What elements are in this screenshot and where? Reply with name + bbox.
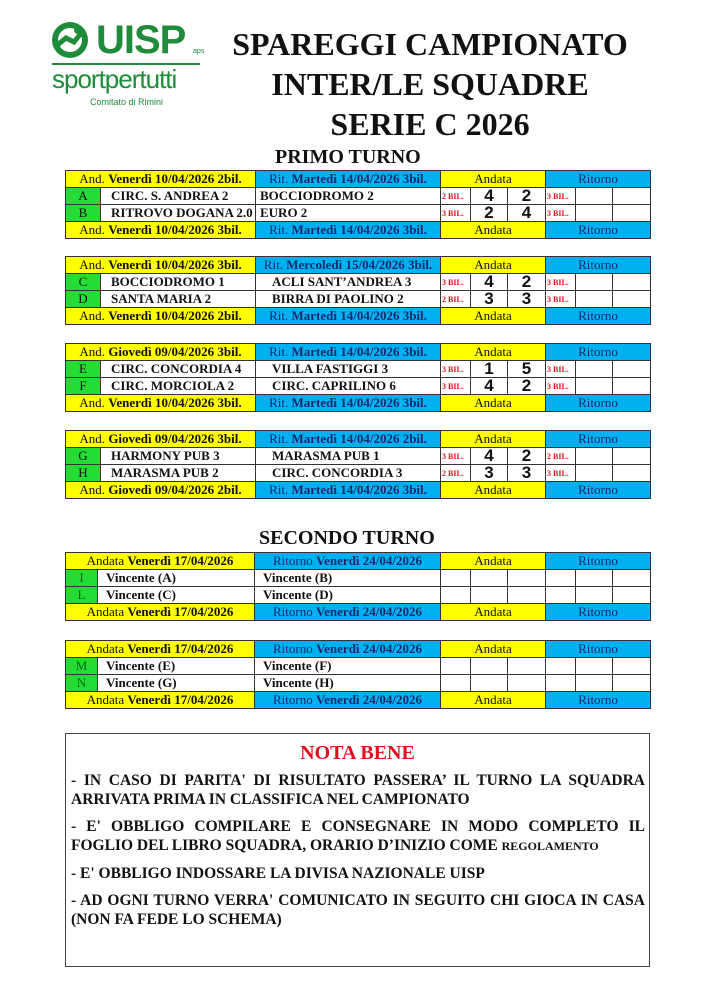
block-bottom-row: [66, 308, 651, 325]
andata-date: Venerdì 10/04/2026 2bil.: [108, 308, 242, 323]
andata-bil-input[interactable]: [441, 658, 471, 675]
andata-date-cell: [66, 222, 256, 239]
andata-date: Venerdì 10/04/2026 3bil.: [108, 395, 242, 410]
ritorno-bil: 3 BIL.: [546, 291, 576, 308]
andata-date-cell: [66, 171, 256, 188]
ritorno-date: Venerdì 24/04/2026: [315, 553, 423, 568]
ritorno-date-cell: [255, 604, 441, 621]
score-home-input[interactable]: [471, 675, 508, 692]
andata-bil-input[interactable]: [441, 587, 471, 604]
match-row: [66, 587, 651, 604]
logo-committee: Comitato di Rimini: [90, 97, 164, 107]
ritorno-bil-input[interactable]: [546, 675, 576, 692]
nota-item-text: - E' OBBLIGO INDOSSARE LA DIVISA NAZIONALE UISP: [71, 865, 485, 882]
logo-tagline: sportpertutti: [52, 64, 177, 94]
ritorno-prefix: Rit.: [269, 171, 289, 186]
block-bottom-row: [66, 395, 651, 412]
andata-prefix: And.: [79, 395, 105, 410]
ritorno-bil: 2 BIL.: [546, 448, 576, 465]
ritorno-score-away-input[interactable]: [613, 570, 651, 587]
andata-date: Venerdì 17/04/2026: [127, 604, 234, 619]
ritorno-bil: 3 BIL.: [546, 361, 576, 378]
match-row: [66, 361, 651, 378]
away-team: Vincente (B): [255, 570, 441, 587]
andata-prefix: And.: [79, 171, 105, 186]
ritorno-header: Ritorno: [546, 308, 651, 325]
ritorno-date-cell: [256, 257, 441, 274]
andata-bil-input[interactable]: [441, 570, 471, 587]
ritorno-header: Ritorno: [546, 482, 651, 499]
ritorno-date: Martedì 14/04/2026 3bil.: [291, 344, 427, 359]
match-letter: B: [66, 205, 101, 222]
andata-date: Venerdì 17/04/2026: [127, 692, 234, 707]
ritorno-score-home-input[interactable]: [576, 465, 613, 482]
away-team: CIRC. CAPRILINO 6: [256, 378, 441, 395]
match-letter: H: [66, 465, 101, 482]
ritorno-bil: 3 BIL.: [546, 205, 576, 222]
match-row: [66, 188, 651, 205]
ritorno-bil-input[interactable]: [546, 587, 576, 604]
andata-bil: 2 BIL.: [441, 291, 471, 308]
block-top-row: [66, 431, 651, 448]
match-row: [66, 675, 651, 692]
andata-bil: 3 BIL.: [441, 274, 471, 291]
ritorno-date: Martedì 14/04/2026 3bil.: [291, 395, 427, 410]
home-team: Vincente (G): [98, 675, 255, 692]
ritorno-score-away-input[interactable]: [613, 291, 651, 308]
ritorno-prefix: Rit.: [269, 482, 289, 497]
ritorno-score-away-input[interactable]: [613, 378, 651, 395]
andata-date-cell: [66, 553, 255, 570]
andata-bil: 2 BIL.: [441, 188, 471, 205]
andata-date: Venerdì 10/04/2026 3bil.: [108, 222, 242, 237]
andata-header: Andata: [441, 395, 546, 412]
primo-turno-block: [65, 170, 651, 239]
ritorno-score-home-input[interactable]: [576, 675, 613, 692]
score-home-input[interactable]: 4: [471, 274, 508, 291]
andata-date: Venerdì 17/04/2026: [127, 641, 234, 656]
ritorno-prefix: Ritorno: [272, 692, 313, 707]
andata-date-cell: [66, 308, 256, 325]
away-team: Vincente (F): [255, 658, 441, 675]
block-header-row: [66, 604, 651, 621]
andata-bil: 3 BIL.: [441, 205, 471, 222]
match-letter: M: [66, 658, 98, 675]
andata-header: Andata: [441, 171, 546, 188]
nota-bene-box: [65, 733, 650, 967]
block-header-row: [66, 692, 651, 709]
ritorno-header: Ritorno: [546, 692, 651, 709]
ritorno-prefix: Rit.: [269, 344, 289, 359]
ritorno-date: Martedì 14/04/2026 2bil.: [291, 431, 427, 446]
nota-item: [71, 864, 645, 883]
andata-date-cell: [66, 395, 256, 412]
block-header-row: [66, 553, 651, 570]
secondo-turno-block: [65, 552, 651, 621]
ritorno-date-cell: [256, 171, 441, 188]
away-team: BOCCIODROMO 2: [256, 188, 441, 205]
match-letter: L: [66, 587, 98, 604]
score-away-input[interactable]: [508, 587, 546, 604]
ritorno-date: Martedì 14/04/2026 3bil.: [291, 482, 427, 497]
ritorno-date-cell: [256, 344, 441, 361]
ritorno-prefix: Ritorno: [272, 641, 313, 656]
match-row: [66, 448, 651, 465]
score-away-input[interactable]: [508, 570, 546, 587]
ritorno-date-cell: [256, 482, 441, 499]
ritorno-date: Mercoledì 15/04/2026 3bil.: [286, 257, 433, 272]
match-letter: I: [66, 570, 98, 587]
andata-prefix: Andata: [86, 553, 125, 568]
andata-header: Andata: [441, 692, 546, 709]
title-line-3: SERIE C 2026: [330, 106, 530, 142]
score-home-input[interactable]: 1: [471, 361, 508, 378]
away-team: ACLI SANT’ANDREA 3: [256, 274, 441, 291]
score-away-input[interactable]: 2: [508, 274, 546, 291]
score-home-input[interactable]: 4: [471, 448, 508, 465]
nota-item-text: - IN CASO DI PARITA' DI RISULTATO PASSERA’ IL TURNO LA SQUADRA ARRIVATA PRIMA IN CLASSIFICA NEL CAMPIONATO: [71, 772, 645, 808]
match-row: [66, 291, 651, 308]
score-home-input[interactable]: [471, 570, 508, 587]
logo-brand: UISP: [96, 18, 186, 62]
home-team: BOCCIODROMO 1: [101, 274, 256, 291]
andata-header: Andata: [441, 344, 546, 361]
ritorno-score-home-input[interactable]: [576, 291, 613, 308]
ritorno-date-cell: [256, 431, 441, 448]
match-letter: G: [66, 448, 101, 465]
block-top-row: [66, 344, 651, 361]
andata-prefix: Andata: [86, 692, 125, 707]
ritorno-prefix: Rit.: [269, 395, 289, 410]
andata-date: Giovedì 09/04/2026 2bil.: [108, 482, 242, 497]
match-row: [66, 378, 651, 395]
score-away-input[interactable]: 3: [508, 291, 546, 308]
ritorno-score-away-input[interactable]: [613, 361, 651, 378]
score-home-input[interactable]: 4: [471, 188, 508, 205]
home-team: Vincente (A): [98, 570, 255, 587]
andata-bil-input[interactable]: [441, 675, 471, 692]
home-team: RITROVO DOGANA 2.0: [101, 205, 256, 222]
nota-item-text: - AD OGNI TURNO VERRA' COMUNICATO IN SEGUITO CHI GIOCA IN CASA (NON FA FEDE LO SCHEMA): [71, 892, 645, 928]
away-team: BIRRA DI PAOLINO 2: [256, 291, 441, 308]
primo-turno-block: [65, 343, 651, 412]
ritorno-date-cell: [255, 641, 441, 658]
andata-date: Venerdì 17/04/2026: [127, 553, 234, 568]
nota-bene-heading: NOTA BENE: [300, 742, 415, 764]
home-team: Vincente (C): [98, 587, 255, 604]
ritorno-score-home-input[interactable]: [576, 361, 613, 378]
primo-turno-block: [65, 430, 651, 499]
andata-prefix: Andata: [86, 641, 125, 656]
andata-date-cell: [66, 431, 256, 448]
ritorno-bil: 3 BIL.: [546, 465, 576, 482]
ritorno-prefix: Ritorno: [272, 604, 313, 619]
away-team: MARASMA PUB 1: [256, 448, 441, 465]
ritorno-header: Ritorno: [546, 553, 651, 570]
andata-date-cell: [66, 641, 255, 658]
ritorno-header: Ritorno: [546, 641, 651, 658]
andata-header: Andata: [441, 257, 546, 274]
secondo-turno-block: [65, 640, 651, 709]
match-row: [66, 274, 651, 291]
ritorno-score-away-input[interactable]: [613, 675, 651, 692]
andata-bil: 3 BIL.: [441, 361, 471, 378]
ritorno-date: Venerdì 24/04/2026: [315, 604, 423, 619]
ritorno-header: Ritorno: [546, 257, 651, 274]
ritorno-score-home-input[interactable]: [576, 188, 613, 205]
away-team: VILLA FASTIGGI 3: [256, 361, 441, 378]
away-team: Vincente (D): [255, 587, 441, 604]
andata-date-cell: [66, 257, 256, 274]
ritorno-score-away-input[interactable]: [613, 448, 651, 465]
ritorno-score-home-input[interactable]: [576, 205, 613, 222]
title-line-1: SPAREGGI CAMPIONATO: [232, 26, 628, 62]
ritorno-date: Venerdì 24/04/2026: [315, 692, 423, 707]
score-away-input[interactable]: 5: [508, 361, 546, 378]
andata-prefix: And.: [79, 308, 105, 323]
ritorno-score-away-input[interactable]: [613, 587, 651, 604]
andata-prefix: Andata: [86, 604, 125, 619]
nota-item-text: - E' OBBLIGO COMPILARE E CONSEGNARE IN MODO COMPLETO IL FOGLIO DEL LIBRO SQUADRA, ORARIO D’INIZIO COME: [71, 818, 645, 854]
uisp-logo: [48, 16, 208, 116]
ritorno-score-home-input[interactable]: [576, 570, 613, 587]
andata-header: Andata: [441, 604, 546, 621]
block-bottom-row: [66, 482, 651, 499]
home-team: CIRC. S. ANDREA 2: [101, 188, 256, 205]
ritorno-header: Ritorno: [546, 604, 651, 621]
away-team: EURO 2: [256, 205, 441, 222]
match-letter: A: [66, 188, 101, 205]
ritorno-score-away-input[interactable]: [613, 274, 651, 291]
ritorno-date-cell: [256, 222, 441, 239]
score-away-input[interactable]: 2: [508, 448, 546, 465]
ritorno-header: Ritorno: [546, 395, 651, 412]
andata-header: Andata: [441, 482, 546, 499]
score-home-input[interactable]: 2: [471, 205, 508, 222]
nota-item: [71, 891, 645, 929]
ritorno-score-home-input[interactable]: [576, 274, 613, 291]
match-row: [66, 570, 651, 587]
ritorno-date-cell: [255, 553, 441, 570]
andata-bil: 3 BIL.: [441, 378, 471, 395]
score-home-input[interactable]: 4: [471, 378, 508, 395]
page-title: [200, 24, 660, 144]
score-away-input[interactable]: 2: [508, 188, 546, 205]
ritorno-header: Ritorno: [546, 344, 651, 361]
score-home-input[interactable]: [471, 587, 508, 604]
home-team: SANTA MARIA 2: [101, 291, 256, 308]
andata-date: Giovedì 09/04/2026 3bil.: [108, 431, 242, 446]
nota-item: [71, 771, 645, 809]
ritorno-score-away-input[interactable]: [613, 658, 651, 675]
ritorno-bil: 3 BIL.: [546, 188, 576, 205]
andata-prefix: And.: [79, 257, 105, 272]
match-letter: N: [66, 675, 98, 692]
andata-bil: 3 BIL.: [441, 448, 471, 465]
away-team: CIRC. CONCORDIA 3: [256, 465, 441, 482]
secondo-turno-heading: SECONDO TURNO: [259, 527, 435, 549]
match-letter: F: [66, 378, 101, 395]
match-row: [66, 658, 651, 675]
logo-suffix: aps: [193, 48, 205, 55]
andata-date-cell: [66, 482, 256, 499]
andata-date-cell: [66, 692, 255, 709]
ritorno-score-away-input[interactable]: [613, 188, 651, 205]
andata-header: Andata: [441, 641, 546, 658]
nota-item-tail: REGOLAMENTO: [501, 839, 599, 853]
block-header-row: [66, 641, 651, 658]
ritorno-score-home-input[interactable]: [576, 448, 613, 465]
andata-date-cell: [66, 344, 256, 361]
home-team: MARASMA PUB 2: [101, 465, 256, 482]
match-letter: D: [66, 291, 101, 308]
andata-header: Andata: [441, 553, 546, 570]
ritorno-header: Ritorno: [546, 222, 651, 239]
andata-date-cell: [66, 604, 255, 621]
andata-date: Venerdì 10/04/2026 2bil.: [108, 171, 242, 186]
home-team: HARMONY PUB 3: [101, 448, 256, 465]
andata-prefix: And.: [79, 344, 106, 359]
score-home-input[interactable]: [471, 658, 508, 675]
block-bottom-row: [66, 222, 651, 239]
primo-turno-heading: PRIMO TURNO: [275, 146, 421, 168]
score-home-input[interactable]: 3: [471, 291, 508, 308]
ritorno-score-away-input[interactable]: [613, 205, 651, 222]
andata-date: Giovedì 09/04/2026 3bil.: [108, 344, 242, 359]
ritorno-bil-input[interactable]: [546, 658, 576, 675]
ritorno-score-home-input[interactable]: [576, 378, 613, 395]
andata-header: Andata: [441, 431, 546, 448]
block-top-row: [66, 171, 651, 188]
home-team: Vincente (E): [98, 658, 255, 675]
ritorno-header: Ritorno: [546, 171, 651, 188]
score-home-input[interactable]: 3: [471, 465, 508, 482]
ritorno-score-home-input[interactable]: [576, 658, 613, 675]
score-away-input[interactable]: 4: [508, 205, 546, 222]
score-away-input[interactable]: 2: [508, 378, 546, 395]
ritorno-prefix: Ritorno: [272, 553, 313, 568]
ritorno-score-away-input[interactable]: [613, 465, 651, 482]
ritorno-score-home-input[interactable]: [576, 587, 613, 604]
match-row: [66, 465, 651, 482]
ritorno-date-cell: [256, 395, 441, 412]
ritorno-header: Ritorno: [546, 431, 651, 448]
score-away-input[interactable]: 3: [508, 465, 546, 482]
ritorno-prefix: Rit.: [269, 431, 289, 446]
ritorno-date: Martedì 14/04/2026 3bil.: [291, 308, 427, 323]
runner-emblem-icon: [48, 20, 92, 60]
home-team: CIRC. MORCIOLA 2: [101, 378, 256, 395]
score-away-input[interactable]: [508, 658, 546, 675]
match-row: [66, 205, 651, 222]
andata-date: Venerdì 10/04/2026 3bil.: [108, 257, 242, 272]
primo-turno-block: [65, 256, 651, 325]
ritorno-date-cell: [255, 692, 441, 709]
andata-header: Andata: [441, 222, 546, 239]
ritorno-bil-input[interactable]: [546, 570, 576, 587]
away-team: Vincente (H): [255, 675, 441, 692]
andata-prefix: And.: [79, 482, 106, 497]
ritorno-prefix: Rit.: [269, 308, 289, 323]
andata-header: Andata: [441, 308, 546, 325]
ritorno-date: Venerdì 24/04/2026: [315, 641, 423, 656]
home-team: CIRC. CONCORDIA 4: [101, 361, 256, 378]
andata-prefix: And.: [79, 431, 106, 446]
ritorno-date-cell: [256, 308, 441, 325]
ritorno-date: Martedì 14/04/2026 3bil.: [291, 171, 427, 186]
ritorno-bil: 3 BIL.: [546, 274, 576, 291]
block-top-row: [66, 257, 651, 274]
ritorno-prefix: Rit.: [263, 257, 283, 272]
nota-item: [71, 817, 645, 856]
ritorno-bil: 3 BIL.: [546, 378, 576, 395]
andata-bil: 2 BIL.: [441, 465, 471, 482]
score-away-input[interactable]: [508, 675, 546, 692]
ritorno-date: Martedì 14/04/2026 3bil.: [291, 222, 427, 237]
title-line-2: INTER/LE SQUADRE: [271, 66, 589, 102]
match-letter: E: [66, 361, 101, 378]
andata-prefix: And.: [79, 222, 105, 237]
ritorno-prefix: Rit.: [269, 222, 289, 237]
match-letter: C: [66, 274, 101, 291]
